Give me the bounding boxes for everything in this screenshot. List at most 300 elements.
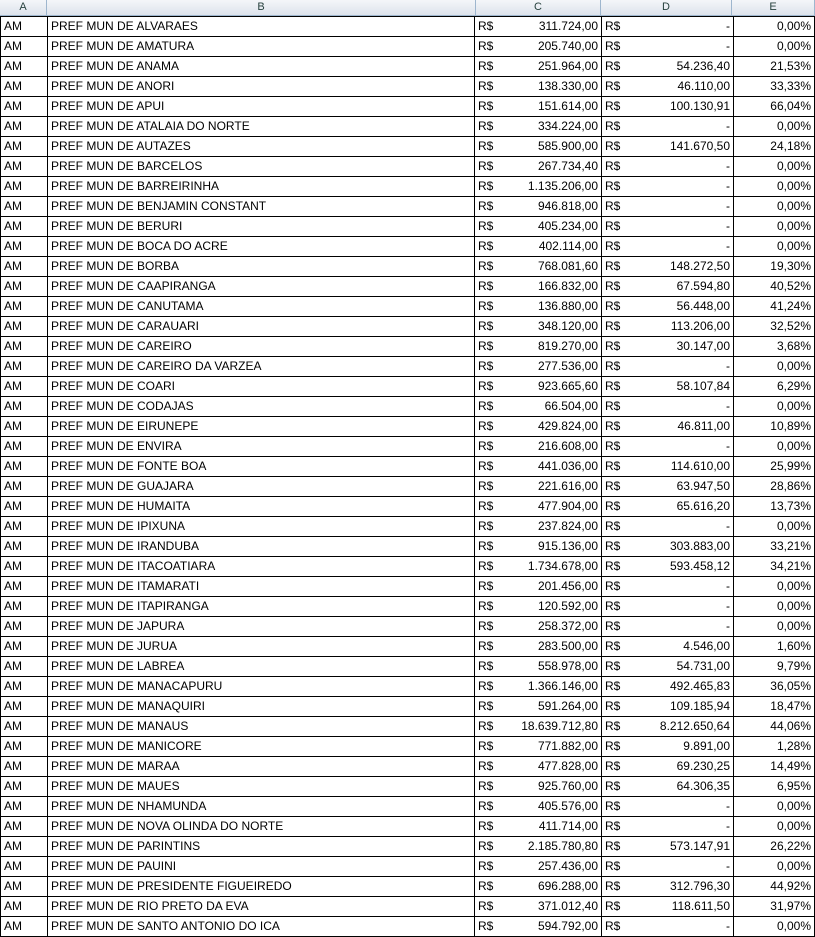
cell-value-c[interactable]: 277.536,00	[498, 357, 602, 377]
cell-percent[interactable]: 9,79%	[734, 657, 815, 677]
cell-state[interactable]: AM	[1, 857, 48, 877]
cell-currency-d[interactable]: R$	[602, 637, 626, 657]
cell-value-c[interactable]: 371.012,40	[498, 897, 602, 917]
cell-value-c[interactable]: 151.614,00	[498, 97, 602, 117]
cell-value-d[interactable]: 148.272,50	[625, 257, 734, 277]
cell-municipality[interactable]: PREF MUN DE CANUTAMA	[48, 297, 475, 317]
cell-municipality[interactable]: PREF MUN DE FONTE BOA	[48, 457, 475, 477]
cell-currency-c[interactable]: R$	[475, 197, 499, 217]
cell-municipality[interactable]: PREF MUN DE NOVA OLINDA DO NORTE	[48, 817, 475, 837]
cell-state[interactable]: AM	[1, 137, 48, 157]
cell-currency-d[interactable]: R$	[602, 217, 626, 237]
cell-state[interactable]: AM	[1, 897, 48, 917]
cell-state[interactable]: AM	[1, 677, 48, 697]
cell-state[interactable]: AM	[1, 837, 48, 857]
cell-municipality[interactable]: PREF MUN DE PRESIDENTE FIGUEIREDO	[48, 877, 475, 897]
cell-currency-d[interactable]: R$	[602, 917, 626, 937]
cell-municipality[interactable]: PREF MUN DE PARINTINS	[48, 837, 475, 857]
cell-value-d[interactable]: -	[625, 437, 734, 457]
column-header-b[interactable]: B	[47, 0, 476, 15]
cell-municipality[interactable]: PREF MUN DE ANAMA	[48, 57, 475, 77]
cell-value-c[interactable]: 216.608,00	[498, 437, 602, 457]
cell-percent[interactable]: 0,00%	[734, 177, 815, 197]
cell-state[interactable]: AM	[1, 457, 48, 477]
cell-percent[interactable]: 0,00%	[734, 357, 815, 377]
cell-state[interactable]: AM	[1, 157, 48, 177]
cell-value-c[interactable]: 257.436,00	[498, 857, 602, 877]
cell-value-d[interactable]: -	[625, 797, 734, 817]
cell-percent[interactable]: 34,21%	[734, 557, 815, 577]
cell-percent[interactable]: 44,06%	[734, 717, 815, 737]
cell-percent[interactable]: 36,05%	[734, 677, 815, 697]
cell-municipality[interactable]: PREF MUN DE MANAUS	[48, 717, 475, 737]
cell-currency-d[interactable]: R$	[602, 257, 626, 277]
cell-state[interactable]: AM	[1, 277, 48, 297]
cell-currency-d[interactable]: R$	[602, 117, 626, 137]
cell-state[interactable]: AM	[1, 477, 48, 497]
cell-currency-d[interactable]: R$	[602, 37, 626, 57]
cell-value-c[interactable]: 768.081,60	[498, 257, 602, 277]
cell-percent[interactable]: 6,95%	[734, 777, 815, 797]
cell-value-d[interactable]: 109.185,94	[625, 697, 734, 717]
cell-currency-c[interactable]: R$	[475, 57, 499, 77]
cell-value-d[interactable]: 8.212.650,64	[625, 717, 734, 737]
cell-state[interactable]: AM	[1, 497, 48, 517]
cell-percent[interactable]: 0,00%	[734, 37, 815, 57]
cell-value-d[interactable]: 64.306,35	[625, 777, 734, 797]
cell-value-c[interactable]: 477.828,00	[498, 757, 602, 777]
cell-percent[interactable]: 14,49%	[734, 757, 815, 777]
cell-value-d[interactable]: -	[625, 177, 734, 197]
cell-currency-d[interactable]: R$	[602, 77, 626, 97]
cell-currency-d[interactable]: R$	[602, 277, 626, 297]
cell-currency-c[interactable]: R$	[475, 297, 499, 317]
cell-municipality[interactable]: PREF MUN DE HUMAITA	[48, 497, 475, 517]
cell-percent[interactable]: 0,00%	[734, 437, 815, 457]
cell-value-d[interactable]: 54.731,00	[625, 657, 734, 677]
cell-percent[interactable]: 10,89%	[734, 417, 815, 437]
cell-currency-c[interactable]: R$	[475, 37, 499, 57]
cell-value-d[interactable]: 56.448,00	[625, 297, 734, 317]
cell-state[interactable]: AM	[1, 657, 48, 677]
cell-municipality[interactable]: PREF MUN DE ATALAIA DO NORTE	[48, 117, 475, 137]
cell-currency-d[interactable]: R$	[602, 497, 626, 517]
cell-percent[interactable]: 0,00%	[734, 797, 815, 817]
cell-value-c[interactable]: 429.824,00	[498, 417, 602, 437]
cell-municipality[interactable]: PREF MUN DE APUI	[48, 97, 475, 117]
cell-currency-c[interactable]: R$	[475, 857, 499, 877]
cell-percent[interactable]: 0,00%	[734, 577, 815, 597]
cell-value-d[interactable]: 114.610,00	[625, 457, 734, 477]
cell-percent[interactable]: 0,00%	[734, 157, 815, 177]
cell-state[interactable]: AM	[1, 577, 48, 597]
cell-state[interactable]: AM	[1, 597, 48, 617]
cell-state[interactable]: AM	[1, 877, 48, 897]
cell-value-d[interactable]: 141.670,50	[625, 137, 734, 157]
cell-municipality[interactable]: PREF MUN DE BARREIRINHA	[48, 177, 475, 197]
cell-municipality[interactable]: PREF MUN DE MAUES	[48, 777, 475, 797]
cell-currency-c[interactable]: R$	[475, 337, 499, 357]
cell-municipality[interactable]: PREF MUN DE CAREIRO DA VARZEA	[48, 357, 475, 377]
cell-percent[interactable]: 31,97%	[734, 897, 815, 917]
cell-municipality[interactable]: PREF MUN DE BERURI	[48, 217, 475, 237]
cell-currency-d[interactable]: R$	[602, 897, 626, 917]
cell-municipality[interactable]: PREF MUN DE BARCELOS	[48, 157, 475, 177]
cell-currency-d[interactable]: R$	[602, 397, 626, 417]
cell-municipality[interactable]: PREF MUN DE MANICORE	[48, 737, 475, 757]
cell-value-c[interactable]: 441.036,00	[498, 457, 602, 477]
cell-currency-c[interactable]: R$	[475, 177, 499, 197]
cell-currency-c[interactable]: R$	[475, 417, 499, 437]
cell-value-d[interactable]: -	[625, 597, 734, 617]
cell-value-d[interactable]: -	[625, 397, 734, 417]
cell-value-d[interactable]: 9.891,00	[625, 737, 734, 757]
cell-percent[interactable]: 18,47%	[734, 697, 815, 717]
cell-municipality[interactable]: PREF MUN DE ENVIRA	[48, 437, 475, 457]
cell-currency-c[interactable]: R$	[475, 157, 499, 177]
cell-currency-d[interactable]: R$	[602, 517, 626, 537]
cell-value-c[interactable]: 771.882,00	[498, 737, 602, 757]
cell-currency-c[interactable]: R$	[475, 717, 499, 737]
cell-currency-c[interactable]: R$	[475, 657, 499, 677]
cell-value-c[interactable]: 915.136,00	[498, 537, 602, 557]
cell-municipality[interactable]: PREF MUN DE BORBA	[48, 257, 475, 277]
cell-municipality[interactable]: PREF MUN DE IPIXUNA	[48, 517, 475, 537]
cell-currency-c[interactable]: R$	[475, 877, 499, 897]
cell-value-c[interactable]: 66.504,00	[498, 397, 602, 417]
cell-value-d[interactable]: -	[625, 357, 734, 377]
cell-value-c[interactable]: 405.234,00	[498, 217, 602, 237]
cell-state[interactable]: AM	[1, 637, 48, 657]
cell-state[interactable]: AM	[1, 257, 48, 277]
cell-currency-c[interactable]: R$	[475, 577, 499, 597]
cell-municipality[interactable]: PREF MUN DE JURUA	[48, 637, 475, 657]
cell-value-c[interactable]: 925.760,00	[498, 777, 602, 797]
cell-state[interactable]: AM	[1, 437, 48, 457]
cell-value-d[interactable]: 100.130,91	[625, 97, 734, 117]
cell-state[interactable]: AM	[1, 417, 48, 437]
cell-percent[interactable]: 6,29%	[734, 377, 815, 397]
cell-percent[interactable]: 32,52%	[734, 317, 815, 337]
cell-municipality[interactable]: PREF MUN DE PAUINI	[48, 857, 475, 877]
cell-value-d[interactable]: -	[625, 817, 734, 837]
cell-value-d[interactable]: -	[625, 857, 734, 877]
cell-state[interactable]: AM	[1, 177, 48, 197]
cell-percent[interactable]: 0,00%	[734, 817, 815, 837]
cell-currency-d[interactable]: R$	[602, 17, 626, 37]
cell-municipality[interactable]: PREF MUN DE ITAPIRANGA	[48, 597, 475, 617]
cell-state[interactable]: AM	[1, 697, 48, 717]
cell-state[interactable]: AM	[1, 797, 48, 817]
cell-value-c[interactable]: 120.592,00	[498, 597, 602, 617]
cell-municipality[interactable]: PREF MUN DE CODAJAS	[48, 397, 475, 417]
cell-percent[interactable]: 0,00%	[734, 117, 815, 137]
cell-percent[interactable]: 0,00%	[734, 217, 815, 237]
cell-percent[interactable]: 3,68%	[734, 337, 815, 357]
cell-municipality[interactable]: PREF MUN DE EIRUNEPE	[48, 417, 475, 437]
cell-value-c[interactable]: 1.135.206,00	[498, 177, 602, 197]
cell-value-c[interactable]: 138.330,00	[498, 77, 602, 97]
cell-percent[interactable]: 13,73%	[734, 497, 815, 517]
cell-currency-c[interactable]: R$	[475, 777, 499, 797]
cell-municipality[interactable]: PREF MUN DE RIO PRETO DA EVA	[48, 897, 475, 917]
cell-state[interactable]: AM	[1, 77, 48, 97]
cell-value-c[interactable]: 311.724,00	[498, 17, 602, 37]
cell-municipality[interactable]: PREF MUN DE CAREIRO	[48, 337, 475, 357]
cell-value-d[interactable]: 65.616,20	[625, 497, 734, 517]
cell-currency-c[interactable]: R$	[475, 437, 499, 457]
cell-currency-d[interactable]: R$	[602, 757, 626, 777]
cell-value-d[interactable]: 118.611,50	[625, 897, 734, 917]
cell-value-d[interactable]: 58.107,84	[625, 377, 734, 397]
cell-percent[interactable]: 66,04%	[734, 97, 815, 117]
cell-currency-d[interactable]: R$	[602, 417, 626, 437]
cell-value-c[interactable]: 558.978,00	[498, 657, 602, 677]
cell-value-d[interactable]: 69.230,25	[625, 757, 734, 777]
cell-value-c[interactable]: 201.456,00	[498, 577, 602, 597]
cell-percent[interactable]: 25,99%	[734, 457, 815, 477]
cell-value-d[interactable]: 312.796,30	[625, 877, 734, 897]
cell-currency-c[interactable]: R$	[475, 497, 499, 517]
cell-value-c[interactable]: 946.818,00	[498, 197, 602, 217]
cell-percent[interactable]: 0,00%	[734, 617, 815, 637]
cell-currency-d[interactable]: R$	[602, 837, 626, 857]
cell-municipality[interactable]: PREF MUN DE GUAJARA	[48, 477, 475, 497]
cell-currency-c[interactable]: R$	[475, 517, 499, 537]
column-header-a[interactable]: A	[0, 0, 47, 15]
cell-percent[interactable]: 24,18%	[734, 137, 815, 157]
cell-municipality[interactable]: PREF MUN DE BENJAMIN CONSTANT	[48, 197, 475, 217]
cell-municipality[interactable]: PREF MUN DE AUTAZES	[48, 137, 475, 157]
cell-value-d[interactable]: 4.546,00	[625, 637, 734, 657]
column-header-c[interactable]: C	[476, 0, 601, 15]
cell-percent[interactable]: 0,00%	[734, 397, 815, 417]
cell-value-c[interactable]: 477.904,00	[498, 497, 602, 517]
cell-currency-d[interactable]: R$	[602, 177, 626, 197]
cell-value-d[interactable]: -	[625, 517, 734, 537]
cell-municipality[interactable]: PREF MUN DE LABREA	[48, 657, 475, 677]
cell-value-c[interactable]: 267.734,40	[498, 157, 602, 177]
cell-currency-d[interactable]: R$	[602, 577, 626, 597]
cell-municipality[interactable]: PREF MUN DE ITACOATIARA	[48, 557, 475, 577]
cell-value-c[interactable]: 923.665,60	[498, 377, 602, 397]
cell-currency-c[interactable]: R$	[475, 277, 499, 297]
cell-currency-c[interactable]: R$	[475, 217, 499, 237]
cell-value-c[interactable]: 2.185.780,80	[498, 837, 602, 857]
cell-percent[interactable]: 28,86%	[734, 477, 815, 497]
cell-value-c[interactable]: 819.270,00	[498, 337, 602, 357]
cell-currency-d[interactable]: R$	[602, 317, 626, 337]
cell-currency-d[interactable]: R$	[602, 677, 626, 697]
cell-municipality[interactable]: PREF MUN DE ANORI	[48, 77, 475, 97]
cell-value-c[interactable]: 237.824,00	[498, 517, 602, 537]
cell-percent[interactable]: 1,28%	[734, 737, 815, 757]
cell-value-c[interactable]: 334.224,00	[498, 117, 602, 137]
cell-currency-d[interactable]: R$	[602, 597, 626, 617]
cell-value-c[interactable]: 221.616,00	[498, 477, 602, 497]
cell-state[interactable]: AM	[1, 97, 48, 117]
cell-value-c[interactable]: 591.264,00	[498, 697, 602, 717]
cell-percent[interactable]: 33,33%	[734, 77, 815, 97]
cell-state[interactable]: AM	[1, 377, 48, 397]
cell-municipality[interactable]: PREF MUN DE NHAMUNDA	[48, 797, 475, 817]
cell-percent[interactable]: 44,92%	[734, 877, 815, 897]
cell-currency-d[interactable]: R$	[602, 857, 626, 877]
cell-municipality[interactable]: PREF MUN DE BOCA DO ACRE	[48, 237, 475, 257]
cell-municipality[interactable]: PREF MUN DE COARI	[48, 377, 475, 397]
cell-percent[interactable]: 19,30%	[734, 257, 815, 277]
cell-currency-d[interactable]: R$	[602, 657, 626, 677]
cell-currency-c[interactable]: R$	[475, 617, 499, 637]
cell-currency-c[interactable]: R$	[475, 357, 499, 377]
cell-value-c[interactable]: 18.639.712,80	[498, 717, 602, 737]
cell-value-d[interactable]: -	[625, 237, 734, 257]
cell-value-d[interactable]: -	[625, 917, 734, 937]
cell-currency-c[interactable]: R$	[475, 557, 499, 577]
cell-value-d[interactable]: -	[625, 17, 734, 37]
cell-currency-c[interactable]: R$	[475, 597, 499, 617]
cell-state[interactable]: AM	[1, 117, 48, 137]
column-header-d[interactable]: D	[601, 0, 732, 15]
cell-municipality[interactable]: PREF MUN DE CAAPIRANGA	[48, 277, 475, 297]
cell-currency-d[interactable]: R$	[602, 297, 626, 317]
cell-value-c[interactable]: 136.880,00	[498, 297, 602, 317]
cell-state[interactable]: AM	[1, 197, 48, 217]
cell-currency-d[interactable]: R$	[602, 357, 626, 377]
cell-currency-d[interactable]: R$	[602, 157, 626, 177]
cell-municipality[interactable]: PREF MUN DE JAPURA	[48, 617, 475, 637]
cell-value-d[interactable]: 30.147,00	[625, 337, 734, 357]
cell-state[interactable]: AM	[1, 917, 48, 937]
cell-state[interactable]: AM	[1, 37, 48, 57]
cell-currency-d[interactable]: R$	[602, 617, 626, 637]
cell-currency-c[interactable]: R$	[475, 477, 499, 497]
cell-currency-c[interactable]: R$	[475, 17, 499, 37]
cell-state[interactable]: AM	[1, 777, 48, 797]
cell-currency-c[interactable]: R$	[475, 757, 499, 777]
cell-percent[interactable]: 0,00%	[734, 17, 815, 37]
cell-state[interactable]: AM	[1, 537, 48, 557]
cell-value-c[interactable]: 405.576,00	[498, 797, 602, 817]
cell-currency-d[interactable]: R$	[602, 537, 626, 557]
cell-value-d[interactable]: -	[625, 117, 734, 137]
cell-state[interactable]: AM	[1, 357, 48, 377]
cell-value-d[interactable]: -	[625, 577, 734, 597]
cell-currency-d[interactable]: R$	[602, 97, 626, 117]
cell-currency-c[interactable]: R$	[475, 797, 499, 817]
cell-currency-d[interactable]: R$	[602, 377, 626, 397]
cell-municipality[interactable]: PREF MUN DE SANTO ANTONIO DO ICA	[48, 917, 475, 937]
cell-value-d[interactable]: 67.594,80	[625, 277, 734, 297]
cell-value-c[interactable]: 1.734.678,00	[498, 557, 602, 577]
cell-currency-c[interactable]: R$	[475, 97, 499, 117]
cell-value-d[interactable]: -	[625, 217, 734, 237]
cell-percent[interactable]: 0,00%	[734, 197, 815, 217]
cell-currency-c[interactable]: R$	[475, 237, 499, 257]
cell-value-d[interactable]: -	[625, 157, 734, 177]
cell-value-c[interactable]: 166.832,00	[498, 277, 602, 297]
cell-value-d[interactable]: 46.811,00	[625, 417, 734, 437]
cell-value-d[interactable]: 303.883,00	[625, 537, 734, 557]
cell-value-c[interactable]: 585.900,00	[498, 137, 602, 157]
cell-value-c[interactable]: 696.288,00	[498, 877, 602, 897]
cell-currency-c[interactable]: R$	[475, 317, 499, 337]
cell-currency-c[interactable]: R$	[475, 77, 499, 97]
cell-currency-c[interactable]: R$	[475, 117, 499, 137]
cell-currency-d[interactable]: R$	[602, 877, 626, 897]
cell-currency-c[interactable]: R$	[475, 457, 499, 477]
cell-state[interactable]: AM	[1, 237, 48, 257]
cell-currency-c[interactable]: R$	[475, 257, 499, 277]
cell-value-c[interactable]: 258.372,00	[498, 617, 602, 637]
cell-value-d[interactable]: 573.147,91	[625, 837, 734, 857]
cell-state[interactable]: AM	[1, 737, 48, 757]
cell-value-c[interactable]: 594.792,00	[498, 917, 602, 937]
cell-value-d[interactable]: 593.458,12	[625, 557, 734, 577]
cell-currency-c[interactable]: R$	[475, 897, 499, 917]
cell-currency-d[interactable]: R$	[602, 137, 626, 157]
cell-municipality[interactable]: PREF MUN DE IRANDUBA	[48, 537, 475, 557]
cell-state[interactable]: AM	[1, 317, 48, 337]
cell-currency-d[interactable]: R$	[602, 717, 626, 737]
cell-currency-d[interactable]: R$	[602, 57, 626, 77]
cell-municipality[interactable]: PREF MUN DE CARAUARI	[48, 317, 475, 337]
cell-value-c[interactable]: 1.366.146,00	[498, 677, 602, 697]
cell-value-c[interactable]: 411.714,00	[498, 817, 602, 837]
cell-currency-c[interactable]: R$	[475, 697, 499, 717]
cell-currency-d[interactable]: R$	[602, 697, 626, 717]
cell-currency-d[interactable]: R$	[602, 477, 626, 497]
cell-state[interactable]: AM	[1, 397, 48, 417]
cell-percent[interactable]: 0,00%	[734, 597, 815, 617]
cell-currency-c[interactable]: R$	[475, 377, 499, 397]
cell-municipality[interactable]: PREF MUN DE ALVARAES	[48, 17, 475, 37]
cell-currency-d[interactable]: R$	[602, 797, 626, 817]
cell-percent[interactable]: 40,52%	[734, 277, 815, 297]
cell-municipality[interactable]: PREF MUN DE AMATURA	[48, 37, 475, 57]
cell-value-c[interactable]: 283.500,00	[498, 637, 602, 657]
cell-state[interactable]: AM	[1, 17, 48, 37]
cell-value-d[interactable]: 54.236,40	[625, 57, 734, 77]
cell-currency-d[interactable]: R$	[602, 557, 626, 577]
cell-value-d[interactable]: -	[625, 197, 734, 217]
cell-value-d[interactable]: 46.110,00	[625, 77, 734, 97]
cell-percent[interactable]: 0,00%	[734, 917, 815, 937]
column-header-e[interactable]: E	[732, 0, 815, 15]
cell-currency-d[interactable]: R$	[602, 197, 626, 217]
cell-municipality[interactable]: PREF MUN DE MANACAPURU	[48, 677, 475, 697]
cell-currency-c[interactable]: R$	[475, 737, 499, 757]
cell-state[interactable]: AM	[1, 557, 48, 577]
cell-percent[interactable]: 33,21%	[734, 537, 815, 557]
cell-currency-c[interactable]: R$	[475, 537, 499, 557]
cell-value-d[interactable]: -	[625, 37, 734, 57]
cell-currency-c[interactable]: R$	[475, 917, 499, 937]
cell-value-d[interactable]: -	[625, 617, 734, 637]
cell-municipality[interactable]: PREF MUN DE MARAA	[48, 757, 475, 777]
cell-value-d[interactable]: 113.206,00	[625, 317, 734, 337]
cell-percent[interactable]: 1,60%	[734, 637, 815, 657]
cell-percent[interactable]: 21,53%	[734, 57, 815, 77]
cell-value-c[interactable]: 205.740,00	[498, 37, 602, 57]
cell-municipality[interactable]: PREF MUN DE ITAMARATI	[48, 577, 475, 597]
cell-state[interactable]: AM	[1, 617, 48, 637]
cell-state[interactable]: AM	[1, 717, 48, 737]
cell-currency-d[interactable]: R$	[602, 737, 626, 757]
cell-currency-d[interactable]: R$	[602, 777, 626, 797]
cell-state[interactable]: AM	[1, 297, 48, 317]
cell-value-d[interactable]: 63.947,50	[625, 477, 734, 497]
